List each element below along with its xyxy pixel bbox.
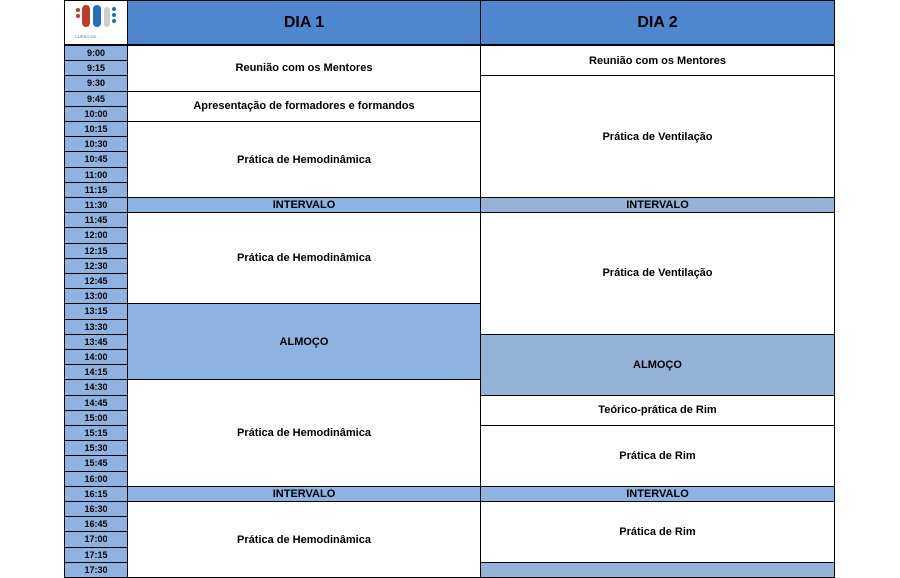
- time-slot: 14:15: [64, 364, 128, 380]
- time-slot: 16:15: [64, 486, 128, 502]
- time-slot: 13:15: [64, 303, 128, 319]
- time-slot: 12:15: [64, 243, 128, 259]
- time-slot: 12:45: [64, 273, 128, 289]
- day-2-session: Reunião com os Mentores: [480, 45, 835, 76]
- day-1-session: Apresentação de formadores e formandos: [127, 91, 481, 122]
- time-slot: 12:30: [64, 258, 128, 274]
- time-slot: 15:45: [64, 455, 128, 471]
- time-slot: 17:15: [64, 547, 128, 563]
- logo-caption: CURSO DE ...: [75, 34, 101, 39]
- time-slot: 17:30: [64, 562, 128, 578]
- day-2-session: ALMOÇO: [480, 334, 835, 396]
- time-slot: 10:00: [64, 106, 128, 122]
- time-slot: 10:15: [64, 121, 128, 137]
- day-1-session: INTERVALO: [127, 486, 481, 502]
- time-slot: 9:45: [64, 91, 128, 107]
- time-slot: 11:00: [64, 167, 128, 183]
- time-slot: 16:00: [64, 471, 128, 487]
- time-slot: 16:30: [64, 501, 128, 517]
- time-slot: 10:30: [64, 136, 128, 152]
- time-slot: 15:30: [64, 440, 128, 456]
- time-slot: 13:30: [64, 319, 128, 335]
- day-2-session: Prática de Ventilação: [480, 212, 835, 335]
- day-1-session: Reunião com os Mentores: [127, 45, 481, 92]
- time-slot: 15:00: [64, 410, 128, 426]
- time-slot: 11:45: [64, 212, 128, 228]
- time-slot: 14:00: [64, 349, 128, 365]
- day-2-session: INTERVALO: [480, 197, 835, 213]
- time-slot: 9:00: [64, 45, 128, 61]
- day-2-session: [480, 562, 835, 578]
- time-slot: 11:15: [64, 182, 128, 198]
- day-1-session: Prática de Hemodinâmica: [127, 212, 481, 304]
- time-slot: 14:30: [64, 379, 128, 395]
- day-1-session: Prática de Hemodinâmica: [127, 501, 481, 578]
- time-slot: 14:45: [64, 395, 128, 411]
- time-slot: 10:45: [64, 151, 128, 167]
- time-slot: 12:00: [64, 227, 128, 243]
- day-1-session: INTERVALO: [127, 197, 481, 213]
- logo: [64, 0, 128, 45]
- time-slot: 9:30: [64, 75, 128, 91]
- day-1-session: Prática de Hemodinâmica: [127, 121, 481, 198]
- time-slot: 9:15: [64, 60, 128, 76]
- day-2-session: Prática de Rim: [480, 425, 835, 487]
- time-slot: 15:15: [64, 425, 128, 441]
- header-dia-1: DIA 1: [127, 0, 481, 45]
- header-dia-2: DIA 2: [480, 0, 835, 45]
- day-1-session: ALMOÇO: [127, 303, 481, 380]
- time-slot: 16:45: [64, 516, 128, 532]
- day-1-session: Prática de Hemodinâmica: [127, 379, 481, 486]
- day-2-session: INTERVALO: [480, 486, 835, 502]
- time-slot: 17:00: [64, 531, 128, 547]
- day-2-session: Teórico-prática de Rim: [480, 395, 835, 426]
- time-slot: 11:30: [64, 197, 128, 213]
- time-slot: 13:45: [64, 334, 128, 350]
- day-2-session: Prática de Ventilação: [480, 75, 835, 198]
- time-slot: 13:00: [64, 288, 128, 304]
- day-2-session: Prática de Rim: [480, 501, 835, 563]
